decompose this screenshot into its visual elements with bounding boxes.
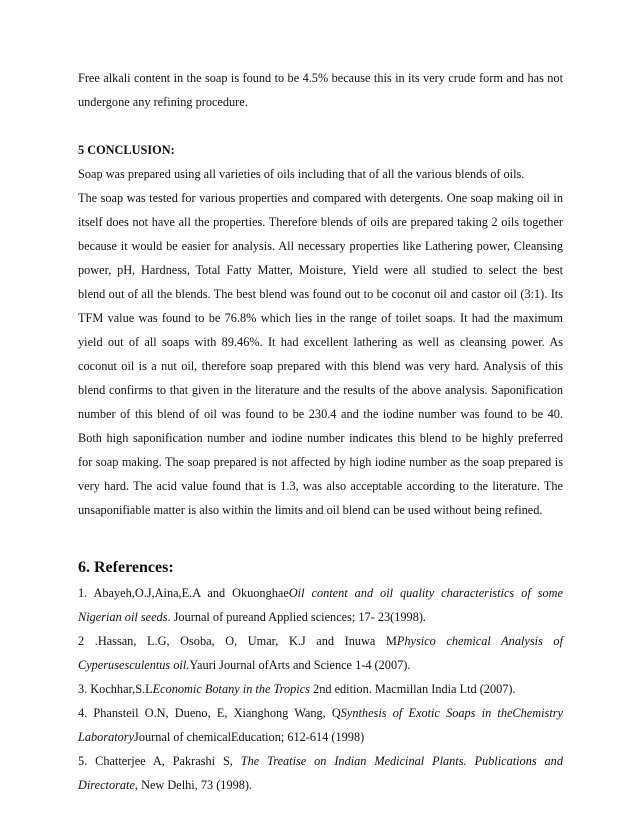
reference-title-cont: Laboratory xyxy=(78,730,135,744)
reference-authors: 5. Chatterjee A, Pakrashi S, xyxy=(78,754,241,768)
reference-source: , New Delhi, 73 (1998). xyxy=(134,778,253,792)
reference-title: Physico chemical Analysis of xyxy=(396,634,563,648)
text-line: Soap was prepared using all varieties of oils including that of all the various blends of oils. xyxy=(78,167,525,181)
reference-title: Economic Botany in the Tropics xyxy=(152,682,310,696)
references-list xyxy=(78,581,563,797)
text-line: blend out of all the blends. The best blend was found out to be coconut oil and castor oil (3:1). Its xyxy=(78,287,563,301)
text-line: unsaponifiable matter is also within the limits and oil blend can be used without being refined. xyxy=(78,503,543,517)
reference-authors: 3. Kochhar,S.L xyxy=(78,682,153,696)
text-line: for soap making. The soap prepared is not affected by high iodine number as the soap prepared is xyxy=(78,455,563,469)
references-heading: 6. References: xyxy=(78,559,174,576)
reference-item xyxy=(78,629,563,677)
text-line: because it would be easier for analysis. All necessary properties like Lathering power, Cleansing xyxy=(78,239,563,253)
text-line: yield out of all soaps with 89.46%. It had excellent lathering as well as cleansing power. As xyxy=(78,335,563,349)
reference-title: The Treatise on Indian Medicinal Plants. Publications and xyxy=(240,754,563,768)
reference-item xyxy=(78,701,563,749)
reference-title-cont: Directorate xyxy=(78,778,135,792)
reference-item xyxy=(78,581,563,629)
reference-source: 2nd edition. Macmillan India Ltd (2007). xyxy=(309,682,516,696)
text-line: very hard. The acid value found that is 1.3, was also acceptable according to the literature. The xyxy=(78,479,563,493)
reference-item xyxy=(78,749,563,797)
text-line: Free alkali content in the soap is found to be 4.5% because this in its very crude form and has not xyxy=(78,71,563,85)
reference-authors: 2 .Hassan, L.G, Osoba, O, Umar, K.J and Inuwa M xyxy=(78,634,397,648)
reference-authors: 1. Abayeh,O.J,Aina,E.A and Okuonghae xyxy=(78,586,289,600)
reference-title-cont: Cyperusesculentus oil. xyxy=(78,658,190,672)
text-line: undergone any refining procedure. xyxy=(78,95,248,109)
reference-source: . Journal of pureand Applied sciences; 17- 23(1998). xyxy=(167,610,427,624)
reference-source: Journal of chemicalEducation; 612-614 (1998) xyxy=(134,730,365,744)
conclusion-paragraph xyxy=(78,162,563,522)
text-line: Both high saponification number and iodine number indicates this blend to be highly preferred xyxy=(78,431,563,445)
text-line: coconut oil is a nut oil, therefore soap prepared with this blend was very hard. Analysis of this xyxy=(78,359,563,373)
text-line: power, pH, Hardness, Total Fatty Matter, Moisture, Yield were all studied to select the best xyxy=(78,263,563,277)
reference-title: Oil content and oil quality characteristics of some xyxy=(288,586,563,600)
reference-title-cont: Nigerian oil seeds xyxy=(78,610,168,624)
text-line: TFM value was found to be 76.8% which lies in the range of toilet soaps. It had the maximum xyxy=(78,311,563,325)
reference-title: Synthesis of Exotic Soaps in theChemistry xyxy=(340,706,563,720)
text-line: blend confirms to that given in the literature and the results of the above analysis. Saponification xyxy=(78,383,563,397)
reference-item xyxy=(78,677,563,701)
text-line: The soap was tested for various properties and compared with detergents. One soap making oil in xyxy=(78,191,563,205)
text-line: number of this blend of oil was found to be 230.4 and the iodine number was found to be 40. xyxy=(78,407,563,421)
conclusion-heading: 5 CONCLUSION: xyxy=(78,143,175,157)
text-line: itself does not have all the properties. Therefore blends of oils are prepared taking 2 oils together xyxy=(78,215,563,229)
intro-paragraph xyxy=(78,66,563,114)
document-page xyxy=(78,66,563,797)
reference-authors: 4. Phansteil O.N, Dueno, E, Xianghong Wang, Q xyxy=(78,706,341,720)
reference-source: Yauri Journal ofArts and Science 1-4 (2007). xyxy=(189,658,411,672)
